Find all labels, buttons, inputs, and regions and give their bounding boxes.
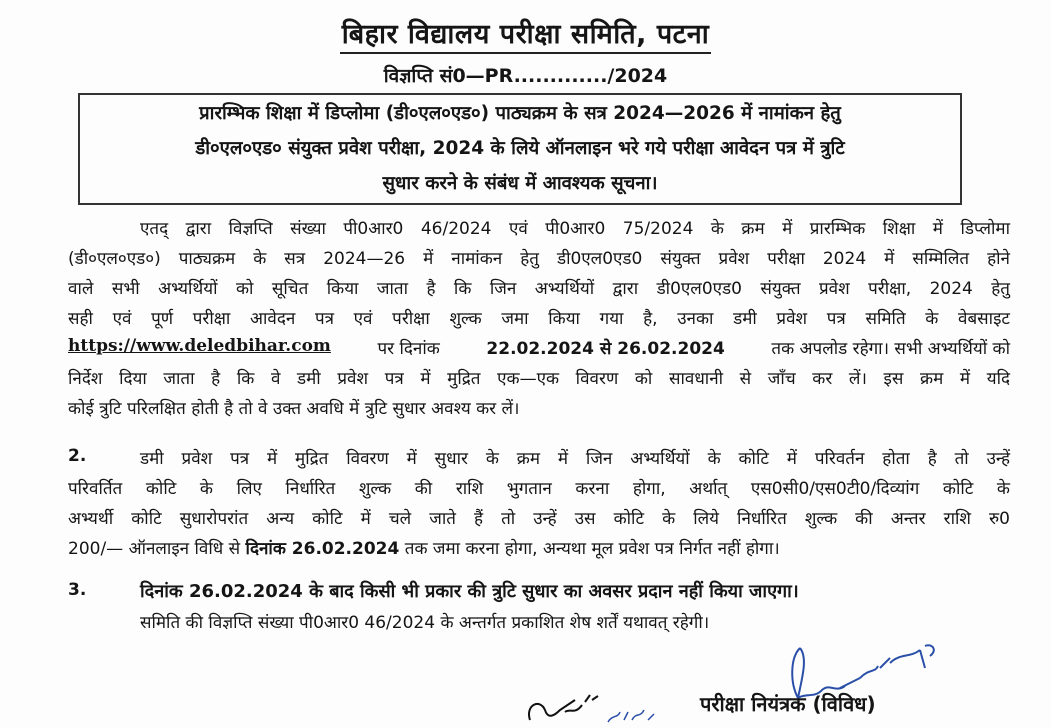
para1-line-7: कोई त्रुटि परिलक्षित होती है तो वे उक्त अवधि में त्रुटि सुधार अवश्य कर लें। bbox=[68, 399, 520, 419]
para1-line-6: निर्देश दिया जाता है कि वे डमी प्रवेश पत्र में मुद्रित एक—एक विवरण को सावधानी से जाँच कर लें। इस क्रम में यदि bbox=[68, 369, 1010, 389]
payment-deadline: दिनांक 26.02.2024 bbox=[245, 539, 400, 559]
para2-line-4 bbox=[68, 536, 780, 559]
para3-number: 3. bbox=[68, 580, 87, 600]
para2-line-3: अभ्यर्थी कोटि सुधारोपरांत अन्य कोटि में चले जाते हैं तो उन्हें उस कोटि के लिये निर्धारित शुल्क की अन्तर राशि रु0 bbox=[68, 509, 1010, 529]
para1-line-3: वाले सभी अभ्यर्थियों को सूचित किया जाता है कि जिन अभ्यर्थियों द्वारा डी0एल0एड0 संयुक्त प्रवेश परीक्षा, 2024 हेतु bbox=[68, 279, 1010, 299]
para2-line-1: डमी प्रवेश पत्र में मुद्रित विवरण में सुधार के क्रम में जिन अभ्यर्थियों के कोटि में परिवर्तन होता है तो उन्हें bbox=[140, 449, 1010, 469]
para1-line-4: सही एवं पूर्ण परीक्षा आवेदन पत्र एवं परीक्षा शुल्क जमा किया गया है, उनका डमी प्रवेश पत्र समिति के वेबसाइट bbox=[68, 309, 1010, 329]
subject-line-1: प्रारम्भिक शिक्षा में डिप्लोमा (डी०एल०एड०) पाठ्यक्रम के सत्र 2024—2026 में नामांकन हेतु bbox=[199, 103, 841, 124]
initials-signature-icon bbox=[520, 690, 700, 728]
para1-line-2: (डी०एल०एड०) पाठ्यक्रम के सत्र 2024—26 में नामांकन हेतु डी0एल0एड0 संयुक्त प्रवेश परीक्षा 2024 में सम्मिलित होने bbox=[68, 249, 1010, 269]
para1-line-5 bbox=[68, 336, 1010, 359]
para3-line-1: दिनांक 26.02.2024 के बाद किसी भी प्रकार की त्रुटि सुधार का अवसर प्रदान नहीं किया जाएगा। bbox=[140, 581, 799, 602]
subject-line-3: सुधार करने के संबंध में आवश्यक सूचना। bbox=[382, 173, 658, 194]
upload-date-range: 22.02.2024 से 26.02.2024 bbox=[486, 339, 725, 359]
organization-title bbox=[0, 14, 1051, 51]
para1-line-1: एतद् द्वारा विज्ञप्ति संख्या पी0आर0 46/2024 एवं पी0आर0 75/2024 के क्रम में प्रारम्भिक शिक्षा में डिप्लोमा bbox=[140, 219, 1010, 239]
controller-designation: परीक्षा नियंत्रक (विविध) bbox=[700, 692, 876, 716]
notice-number: विज्ञप्ति सं0—PR............./2024 bbox=[383, 65, 668, 87]
website-link[interactable]: https://www.deledbihar.com bbox=[68, 336, 331, 356]
para1-line-5-a: पर दिनांक bbox=[377, 339, 440, 359]
subject-line-2: डी०एल०एड० संयुक्त प्रवेश परीक्षा, 2024 के लिये ऑनलाइन भरे गये परीक्षा आवेदन पत्र में त्रुटि bbox=[195, 138, 845, 159]
subject-box bbox=[78, 93, 962, 205]
para2-line-2: परिवर्तित कोटि के लिए निर्धारित शुल्क की राशि भुगतान करना होगा, अर्थात् एस0सी0/एस0टी0/दिव्यांग कोटि के bbox=[68, 479, 1010, 499]
para1-line-5-b: तक अपलोड रहेगा। सभी अभ्यर्थियों को bbox=[771, 339, 1010, 359]
para3-line-2: समिति की विज्ञप्ति संख्या पी0आर0 46/2024 के अन्तर्गत प्रकाशित शेष शर्तें यथावत् रहेगी। bbox=[140, 613, 710, 633]
organization-title-text: बिहार विद्यालय परीक्षा समिति, पटना bbox=[340, 19, 712, 54]
para2-line-4-b: तक जमा करना होगा, अन्यथा मूल प्रवेश पत्र निर्गत नहीं होगा। bbox=[399, 539, 780, 559]
para2-number: 2. bbox=[68, 446, 87, 466]
para2-line-4-a: 200/— ऑनलाइन विधि से bbox=[68, 539, 246, 559]
